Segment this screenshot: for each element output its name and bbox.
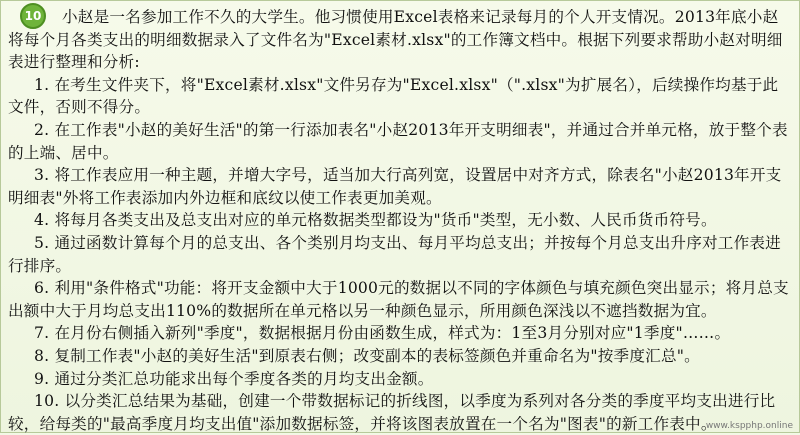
requirement-item-2 bbox=[8, 119, 794, 164]
item-text: 以分类汇总结果为基础，创建一个带数据标记的折线图，以季度为系列对各分类的季度平均支出进行比较，给每类的"最高季度月均支出值"添加数据标签，并将该图表放置在一个名为"图表"的新工作表中。 bbox=[8, 392, 776, 433]
requirement-item-6 bbox=[8, 277, 794, 322]
item-text: 将每月各类支出及总支出对应的单元格数据类型都设为"货币"类型，无小数、人民币货币符号。 bbox=[54, 211, 717, 230]
requirement-item-3 bbox=[8, 164, 794, 209]
intro-paragraph: 小赵是一名参加工作不久的大学生。他习惯使用Excel表格来记录每月的个人开支情况。2013年底小赵将每个月各类支出的明细数据录入了文件名为"Excel素材.xlsx"的工作簿文档中。根据下列要求帮助小赵对明细表进行整理和分析: bbox=[8, 8, 783, 72]
item-text: 复制工作表"小赵的美好生活"到原表右侧；改变副本的表标签颜色并重命名为"按季度汇总"。 bbox=[54, 346, 700, 365]
item-number: 8. bbox=[34, 346, 50, 365]
item-text: 通过函数计算每个月的总支出、各个类别月均支出、每月平均总支出；并按每个月总支出升序对工作表进行排序。 bbox=[8, 233, 781, 275]
requirement-item-9 bbox=[8, 368, 794, 391]
item-number: 7. bbox=[34, 324, 50, 343]
item-number: 1. bbox=[34, 75, 50, 94]
item-number: 9. bbox=[34, 369, 50, 388]
item-text: 利用"条件格式"功能：将开支金额中大于1000元的数据以不同的字体颜色与填充颜色突出显示；将月总支出额中大于月均总支出110%的数据所在单元格以另一种颜色显示，所用颜色深浅以不遮挡数据为宜。 bbox=[8, 279, 789, 320]
item-text: 将工作表应用一种主题，并增大字号，适当加大行高列宽，设置居中对齐方式，除表名"小赵2013年开支明细表"外将工作表添加内外边框和底纹以使工作表更加美观。 bbox=[8, 166, 782, 207]
item-text: 通过分类汇总功能求出每个季度各类的月均支出金额。 bbox=[54, 369, 434, 388]
requirement-item-8 bbox=[8, 345, 794, 368]
item-number: 2. bbox=[34, 120, 50, 139]
item-number: 5. bbox=[34, 233, 50, 252]
item-number: 6. bbox=[34, 279, 50, 298]
question-text bbox=[8, 6, 794, 435]
requirement-item-7 bbox=[8, 322, 794, 345]
item-number: 3. bbox=[34, 166, 50, 185]
item-number: 10. bbox=[34, 392, 60, 411]
site-watermark: www.kspphp.online bbox=[705, 421, 793, 431]
item-number: 4. bbox=[34, 211, 50, 230]
item-text: 在工作表"小赵的美好生活"的第一行添加表名"小赵2013年开支明细表"，并通过合并单元格，放于整个表的上端、居中。 bbox=[8, 120, 788, 162]
requirement-item-1 bbox=[8, 74, 794, 119]
item-text: 在考生文件夹下，将"Excel素材.xlsx"文件另存为"Excel.xlsx"（".xlsx"为扩展名），后续操作均基于此文件，否则不得分。 bbox=[8, 75, 779, 117]
item-text: 在月份右侧插入新列"季度"，数据根据月份由函数生成，样式为：1至3月分别对应"1季度"……。 bbox=[54, 324, 731, 343]
requirement-item-10 bbox=[8, 390, 794, 435]
question-number-badge: 10 bbox=[20, 3, 46, 29]
requirement-item-4 bbox=[8, 209, 794, 232]
requirement-item-5 bbox=[8, 232, 794, 277]
